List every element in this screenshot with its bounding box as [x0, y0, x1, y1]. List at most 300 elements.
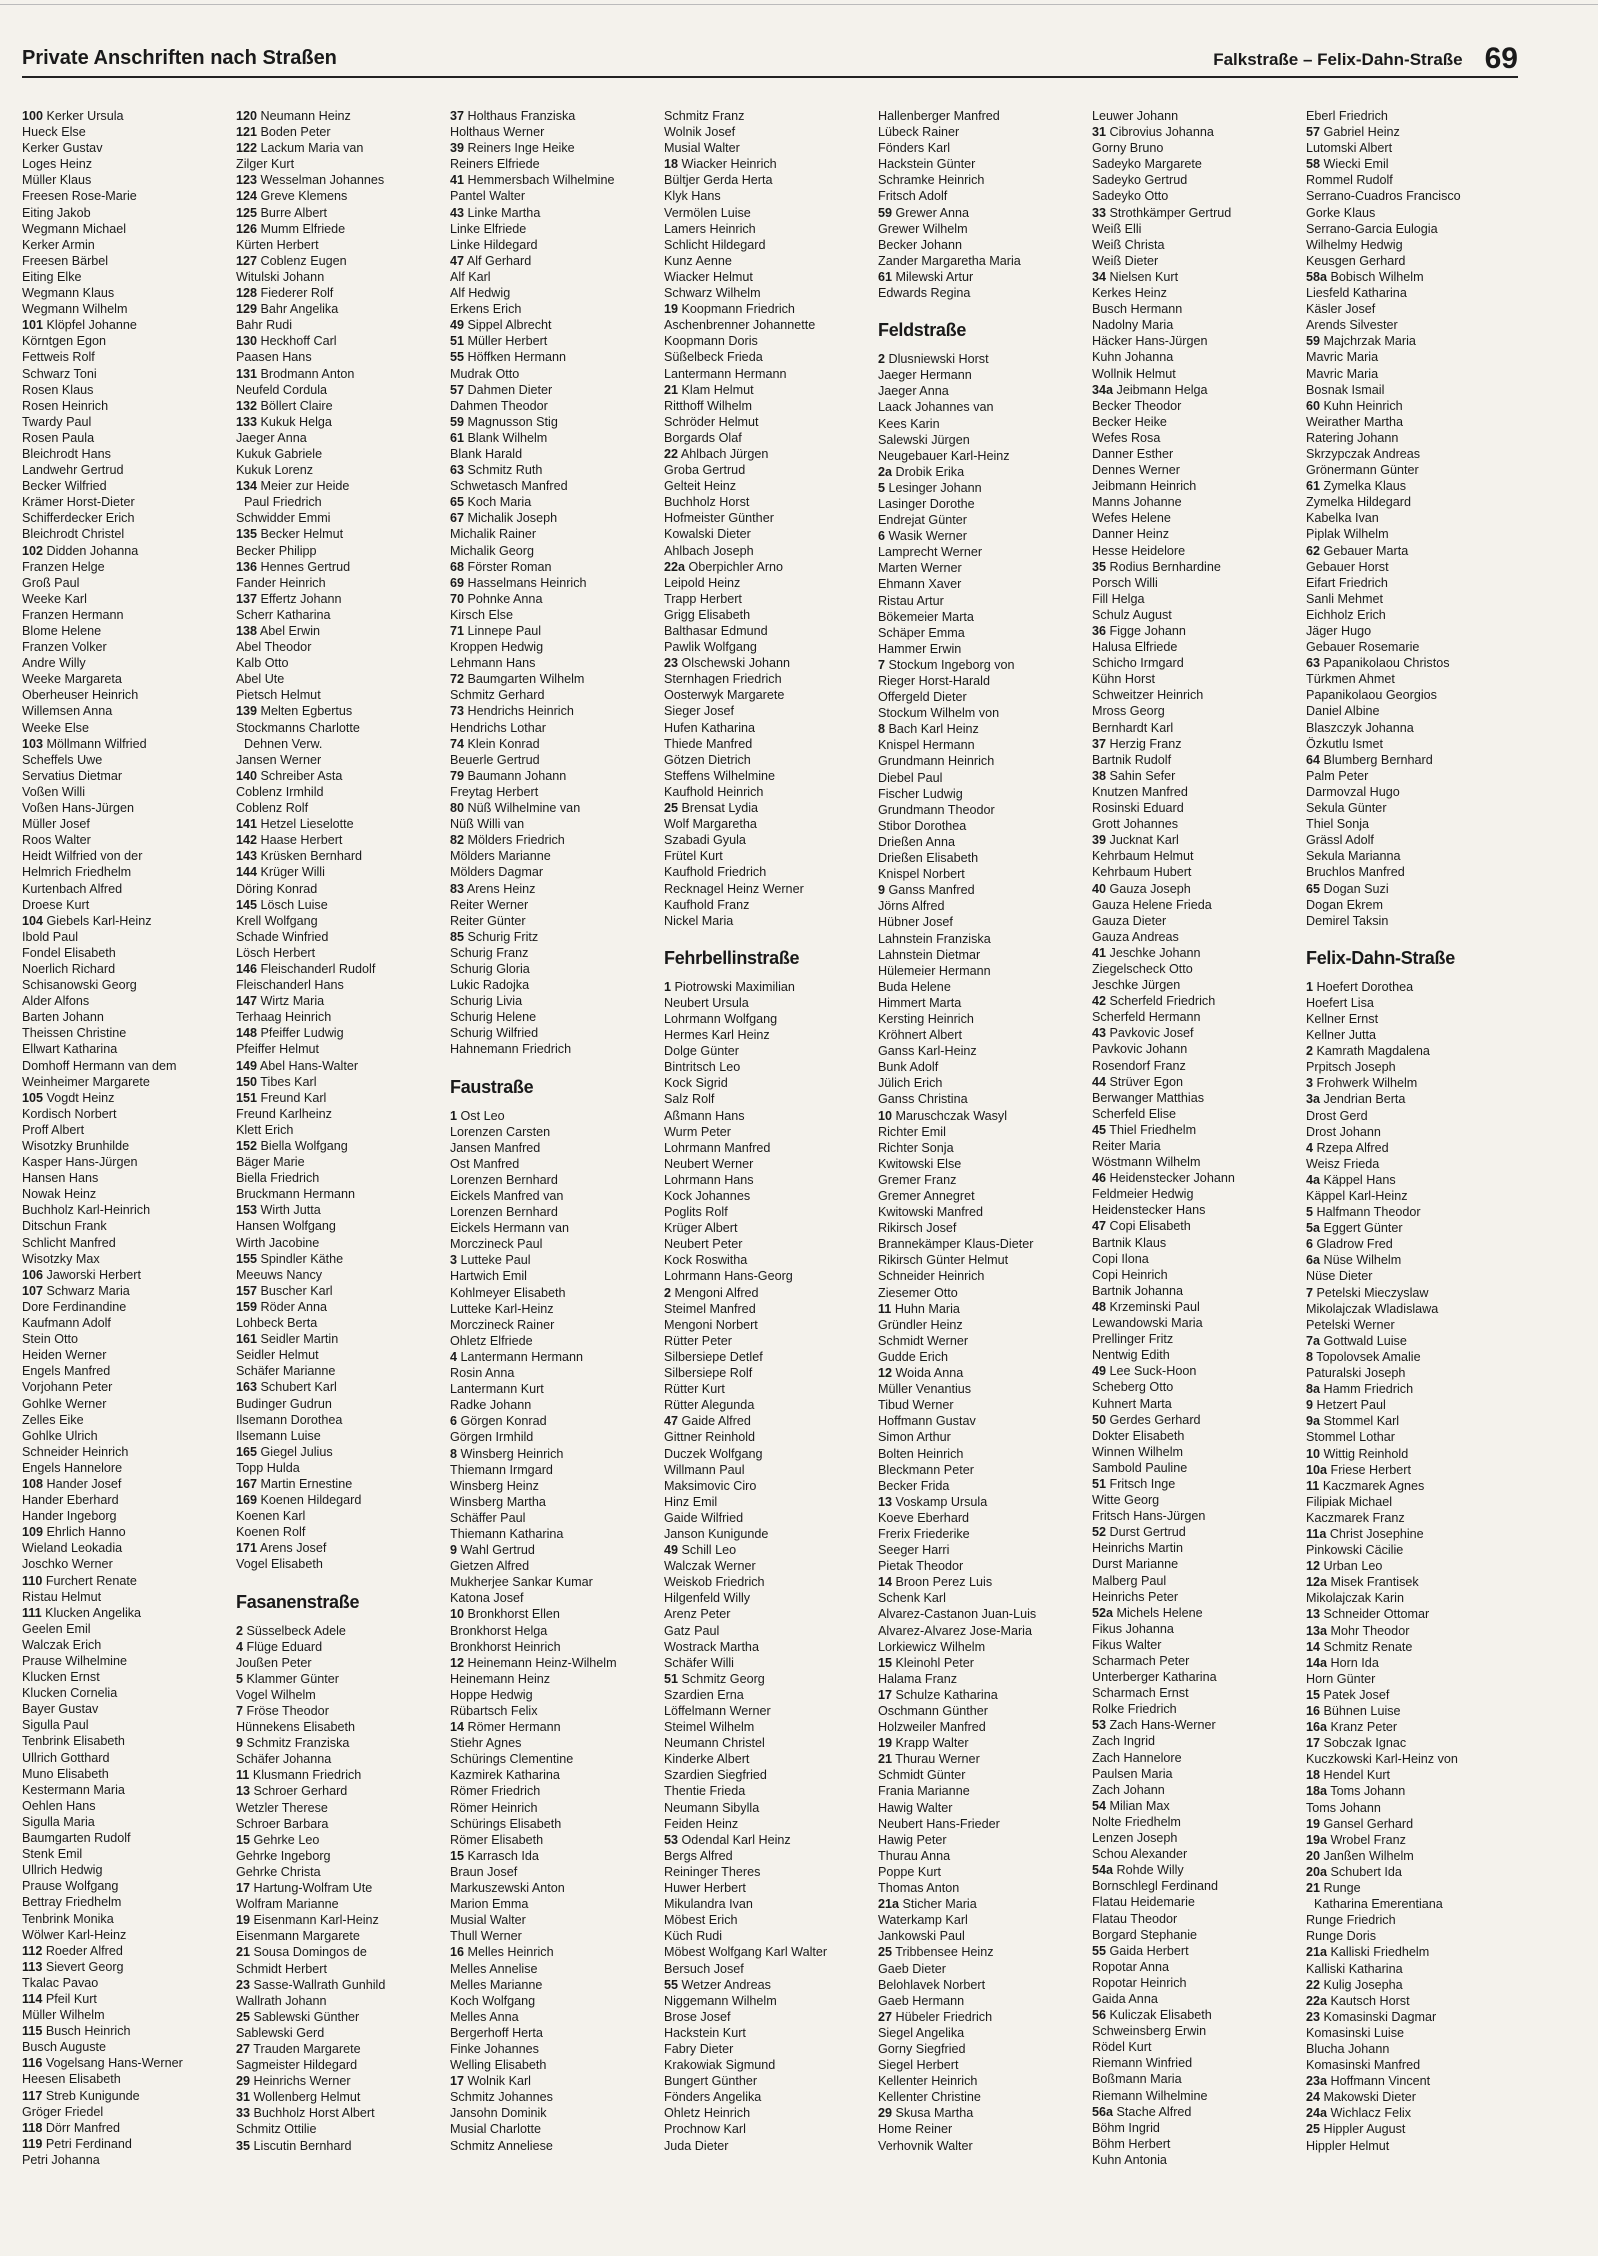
resident-name: Grässl Adolf: [1306, 833, 1374, 848]
resident-name: Franzen Hermann: [22, 607, 124, 622]
house-number: 17: [450, 2074, 465, 2089]
resident-name: Nickel Maria: [664, 913, 734, 928]
resident-name: Jeibmann Helga: [1116, 382, 1208, 397]
address-entry: [22, 1911, 234, 1927]
address-entry: [450, 752, 662, 768]
house-number: 56: [1092, 2008, 1107, 2023]
address-entry: [1092, 1444, 1304, 1460]
resident-name: Malberg Paul: [1092, 1573, 1167, 1588]
resident-name: Kerker Gustav: [22, 141, 103, 156]
address-entry: [664, 430, 876, 446]
address-entry: [1306, 108, 1518, 124]
address-entry: [1092, 1701, 1304, 1717]
resident-name: Kukuk Gabriele: [236, 446, 323, 461]
address-entry: [236, 478, 448, 494]
resident-name: Woida Anna: [895, 1366, 964, 1381]
resident-name: Kuhn Heinrich: [1323, 398, 1403, 413]
resident-name: Schäfer Marianne: [236, 1364, 336, 1379]
resident-name: Schröder Helmut: [664, 414, 759, 429]
house-number: 18: [1306, 1768, 1321, 1783]
address-entry: [22, 1653, 234, 1669]
address-entry: [236, 1540, 448, 1556]
house-number: 24a: [1306, 2106, 1328, 2121]
house-number: 112: [22, 1943, 43, 1958]
resident-name: Sousa Domingos de: [253, 1945, 367, 1960]
resident-name: Reiter Günter: [450, 913, 526, 928]
address-entry: [1306, 2009, 1518, 2025]
resident-name: Schisanowski Georg: [22, 978, 137, 993]
address-entry: [664, 205, 876, 221]
address-entry: [22, 784, 234, 800]
address-entry: [22, 1621, 234, 1637]
resident-name: Neumann Christel: [664, 1736, 765, 1751]
house-number: 10: [450, 1607, 465, 1622]
resident-name: Musial Walter: [664, 141, 740, 156]
house-number: 23: [236, 1977, 251, 1992]
resident-name: Franzen Volker: [22, 640, 107, 655]
resident-name: Mikulandra Ivan: [664, 1897, 753, 1912]
resident-name: Leuwer Johann: [1092, 109, 1179, 123]
resident-name: Krüger Willi: [260, 865, 325, 880]
address-entry: [878, 1172, 1090, 1188]
address-entry: [878, 1526, 1090, 1542]
address-entry: [22, 1363, 234, 1379]
address-entry: [664, 1365, 876, 1381]
address-entry: [1306, 1462, 1518, 1478]
address-entry: [236, 1993, 448, 2009]
resident-name: Marten Werner: [878, 561, 962, 576]
resident-name: Schenk Karl: [878, 1591, 946, 1606]
address-entry: [1092, 237, 1304, 253]
address-entry: [450, 382, 662, 398]
address-entry: [450, 1220, 662, 1236]
address-entry: [236, 2138, 448, 2154]
address-entry: [664, 543, 876, 559]
address-entry: [1092, 156, 1304, 172]
resident-name: Heinrichs Peter: [1092, 1589, 1179, 1604]
address-entry: [1306, 913, 1518, 929]
address-entry: [1092, 1621, 1304, 1637]
resident-name: Schroer Barbara: [236, 1816, 329, 1831]
resident-name: Rosinski Eduard: [1092, 801, 1184, 816]
resident-name: Freytag Herbert: [450, 784, 539, 799]
house-number: 13: [1306, 1607, 1321, 1622]
resident-name: Lorenzen Bernhard: [450, 1172, 558, 1187]
resident-name: Wirtz Maria: [260, 994, 325, 1009]
resident-name: Fondel Elisabeth: [22, 945, 116, 960]
resident-name: Wolnik Karl: [467, 2074, 531, 2089]
page-number: 69: [1484, 42, 1518, 75]
house-number: 152: [236, 1139, 258, 1153]
address-entry: [236, 526, 448, 542]
address-entry: [450, 237, 662, 253]
address-entry: [1092, 349, 1304, 365]
address-entry: [878, 1655, 1090, 1671]
address-entry: [1092, 881, 1304, 897]
resident-name: Burre Albert: [260, 205, 328, 220]
resident-name: Jäger Hugo: [1306, 624, 1372, 638]
address-entry: [878, 512, 1090, 528]
address-entry: [1306, 1478, 1518, 1494]
resident-name: Cibrovius Johanna: [1109, 125, 1214, 140]
address-entry: [664, 140, 876, 156]
resident-name: Hartwich Emil: [450, 1269, 527, 1284]
address-entry: [22, 1573, 234, 1589]
address-entry: [236, 1363, 448, 1379]
house-number: 19: [664, 302, 679, 317]
resident-name: Klett Erich: [236, 1122, 294, 1137]
address-entry: [1306, 1285, 1518, 1301]
address-entry: [450, 285, 662, 301]
house-number: 130: [236, 334, 258, 349]
resident-name: Trauden Margarete: [253, 2041, 361, 2056]
resident-name: Poglits Rolf: [664, 1205, 728, 1220]
resident-name: Milewski Artur: [895, 269, 974, 284]
address-entry: [450, 687, 662, 703]
resident-name: Lorkiewicz Wilhelm: [878, 1639, 986, 1654]
resident-name: Görgen Konrad: [460, 1414, 547, 1429]
resident-name: Coblenz Eugen: [260, 253, 347, 268]
resident-name: Witulski Johann: [236, 269, 325, 284]
address-entry: [1306, 2041, 1518, 2057]
address-entry: [22, 478, 234, 494]
address-entry: [1092, 124, 1304, 140]
resident-name: Hahnemann Friedrich: [450, 1042, 572, 1057]
address-entry: [1092, 2088, 1304, 2104]
resident-name: Budinger Gudrun: [236, 1396, 332, 1411]
address-entry: [450, 559, 662, 575]
resident-name: Bergerhoff Herta: [450, 2025, 543, 2040]
resident-name: Kalb Otto: [236, 656, 289, 671]
address-entry: [22, 1476, 234, 1492]
house-number: 54: [1092, 1798, 1107, 1813]
resident-name: Schmidt Günter: [878, 1768, 966, 1783]
address-entry: [1306, 607, 1518, 623]
address-entry: [664, 800, 876, 816]
house-number: 19: [878, 1736, 893, 1751]
resident-name: Hansen Wolfgang: [236, 1219, 336, 1234]
resident-name: Misek Frantisek: [1330, 1575, 1419, 1590]
resident-name: Blome Helene: [22, 624, 102, 638]
house-number: 34a: [1092, 382, 1114, 397]
address-entry: [236, 1848, 448, 1864]
resident-name: Hawig Walter: [878, 1800, 953, 1815]
address-entry: [878, 124, 1090, 140]
address-entry: [236, 269, 448, 285]
resident-name: Paulsen Maria: [1092, 1766, 1173, 1781]
address-entry: [22, 639, 234, 655]
address-entry: [878, 1188, 1090, 1204]
resident-name: Lamers Heinrich: [664, 221, 756, 236]
address-entry: [664, 108, 876, 124]
resident-name: Eickels Manfred van: [450, 1189, 564, 1203]
resident-name: Hünnekens Elisabeth: [236, 1720, 356, 1735]
resident-name: Schifferdecker Erich: [22, 511, 135, 526]
address-entry: [236, 1880, 448, 1896]
resident-name: Majchrzak Maria: [1323, 334, 1416, 349]
house-number: 21: [664, 382, 679, 397]
address-entry: [22, 382, 234, 398]
resident-name: Kukuk Lorenz: [236, 463, 314, 478]
address-entry: [22, 929, 234, 945]
address-entry: [450, 1397, 662, 1413]
resident-name: Nüß Wilhelmine van: [467, 801, 581, 816]
resident-name: Weisz Frieda: [1306, 1156, 1380, 1171]
resident-name: Lohrmann Wolfgang: [664, 1011, 778, 1026]
address-entry: [664, 172, 876, 188]
resident-name: Wostrack Martha: [664, 1639, 759, 1654]
address-entry: [664, 995, 876, 1011]
address-entry: [1092, 864, 1304, 880]
resident-name: Reiter Maria: [1092, 1139, 1161, 1153]
resident-name: Schneider Heinrich: [878, 1269, 985, 1284]
address-entry: [1306, 1252, 1518, 1268]
address-entry: [1092, 510, 1304, 526]
resident-name: Bleichrodt Christel: [22, 527, 125, 542]
address-entry: [1092, 1315, 1304, 1331]
address-entry: [236, 1444, 448, 1460]
address-entry: [1306, 671, 1518, 687]
address-entry: [236, 1218, 448, 1234]
resident-name: Lesinger Johann: [888, 480, 982, 495]
resident-name: Janßen Wilhelm: [1323, 1848, 1414, 1863]
address-entry: [450, 1413, 662, 1429]
address-entry: [1306, 526, 1518, 542]
resident-name: Wasik Werner: [888, 529, 967, 544]
resident-name: Jucknat Karl: [1109, 833, 1179, 848]
resident-name: Ritthoff Wilhelm: [664, 398, 752, 413]
resident-name: Süsselbeck Adele: [246, 1623, 346, 1638]
address-entry: [450, 655, 662, 671]
house-number: 111: [22, 1605, 42, 1620]
address-entry: [22, 1766, 234, 1782]
resident-name: Käppel Hans: [1323, 1172, 1396, 1187]
resident-name: Biella Friedrich: [236, 1171, 320, 1186]
resident-name: Oschmann Günther: [878, 1704, 988, 1718]
address-entry: [22, 398, 234, 414]
address-entry: [664, 253, 876, 269]
resident-name: Ziegelscheck Otto: [1092, 961, 1193, 976]
house-number: 2a: [878, 464, 893, 479]
resident-name: Reiter Werner: [450, 897, 529, 912]
address-entry: [1306, 1381, 1518, 1397]
resident-name: Römer Hermann: [467, 1720, 561, 1735]
resident-name: Rübartsch Felix: [450, 1704, 538, 1718]
house-number: 25: [1306, 2122, 1321, 2137]
address-entry: [236, 1202, 448, 1218]
resident-name: Kellner Ernst: [1306, 1011, 1379, 1026]
house-number: 68: [450, 559, 465, 574]
address-entry: [1306, 1333, 1518, 1349]
address-entry: [1092, 1202, 1304, 1218]
address-entry: [664, 1059, 876, 1075]
house-number: 7: [1306, 1285, 1314, 1300]
house-number: 18: [664, 157, 679, 172]
address-entry: [22, 1299, 234, 1315]
resident-name: Wieland Leokadia: [22, 1541, 123, 1556]
resident-name: Himmert Marta: [878, 995, 962, 1010]
resident-name: Salz Rolf: [664, 1092, 715, 1107]
resident-name: Huhn Maria: [894, 1301, 960, 1316]
address-entry: [1306, 1655, 1518, 1671]
resident-name: Winsberg Heinz: [450, 1478, 539, 1493]
resident-name: Danner Esther: [1092, 446, 1174, 461]
address-entry: [1092, 1074, 1304, 1090]
address-entry: [236, 446, 448, 462]
address-entry: [878, 1140, 1090, 1156]
resident-name: Lamprecht Werner: [878, 545, 983, 560]
house-number: 33: [236, 2106, 251, 2121]
resident-name: Bahr Angelika: [260, 302, 339, 317]
resident-name: Wölwer Karl-Heinz: [22, 1927, 127, 1942]
address-entry: [1092, 1573, 1304, 1589]
resident-name: Rütter Peter: [664, 1333, 732, 1348]
resident-name: Morczineck Rainer: [450, 1317, 555, 1332]
address-entry: [664, 1590, 876, 1606]
resident-name: Hendrichs Heinrich: [467, 704, 574, 719]
address-entry: [878, 979, 1090, 995]
resident-name: Melten Egbertus: [260, 704, 353, 719]
resident-name: Bleckmann Peter: [878, 1462, 974, 1477]
resident-name: Kerker Armin: [22, 237, 95, 252]
address-entry: [664, 1188, 876, 1204]
resident-name: Sahin Sefer: [1109, 768, 1176, 783]
resident-name: Kohlmeyer Elisabeth: [450, 1285, 566, 1300]
address-entry: [664, 1735, 876, 1751]
resident-name: Gohlke Ulrich: [22, 1428, 98, 1443]
address-entry: [878, 269, 1090, 285]
address-entry: [878, 221, 1090, 237]
address-entry: [22, 1669, 234, 1685]
address-entry: [22, 1637, 234, 1653]
address-entry: [450, 1574, 662, 1590]
resident-name: Wolnik Josef: [664, 125, 736, 140]
address-entry: [664, 1719, 876, 1735]
resident-name: Wallrath Johann: [236, 1993, 327, 2008]
resident-name: Piplak Wilhelm: [1306, 527, 1389, 542]
resident-name: Schulze Katharina: [895, 1687, 998, 1702]
address-entry: [236, 237, 448, 253]
address-entry: [22, 414, 234, 430]
address-entry: [1092, 1556, 1304, 1572]
resident-name: Scheberg Otto: [1092, 1380, 1174, 1395]
address-entry: [1306, 172, 1518, 188]
address-entry: [664, 1413, 876, 1429]
resident-name: Dolge Günter: [664, 1044, 739, 1059]
resident-name: Jendrian Berta: [1323, 1092, 1406, 1107]
address-entry: [878, 1059, 1090, 1075]
resident-name: Müller Josef: [22, 817, 90, 832]
address-entry: [22, 591, 234, 607]
address-entry: [22, 1991, 234, 2007]
address-entry: [1306, 1027, 1518, 1043]
address-entry: [878, 2041, 1090, 2057]
address-entry: [878, 1236, 1090, 1252]
house-number: 125: [236, 205, 258, 220]
address-entry: [22, 124, 234, 140]
house-number: 37: [450, 109, 465, 123]
address-entry: [1306, 1542, 1518, 1558]
address-entry: [664, 655, 876, 671]
address-entry: [878, 416, 1090, 432]
address-entry: [1306, 414, 1518, 430]
house-number: 72: [450, 672, 465, 687]
resident-name: Dahmen Dieter: [467, 382, 553, 397]
house-number: 142: [236, 833, 258, 848]
resident-name: Endrejat Günter: [878, 513, 967, 528]
address-entry: [878, 689, 1090, 705]
address-entry: [22, 559, 234, 575]
resident-name: Kerker Ursula: [46, 109, 124, 123]
address-entry: [22, 800, 234, 816]
address-entry: [236, 1074, 448, 1090]
address-entry: [236, 1412, 448, 1428]
resident-name: Jansen Manfred: [450, 1140, 541, 1155]
resident-name: Runge Doris: [1306, 1929, 1376, 1944]
page-title: Private Anschriften nach Straßen: [22, 47, 337, 69]
address-entry: [1092, 526, 1304, 542]
resident-name: Bahr Rudi: [236, 318, 293, 333]
resident-name: Kühn Horst: [1092, 672, 1155, 687]
address-entry: [22, 655, 234, 671]
house-number: 9: [236, 1736, 244, 1751]
resident-name: Alder Alfons: [22, 994, 90, 1009]
address-entry: [450, 188, 662, 204]
resident-name: Schreiber Asta: [260, 768, 343, 783]
address-entry: [1092, 478, 1304, 494]
resident-name: Krakowiak Sigmund: [664, 2058, 776, 2073]
resident-name: Gaida Anna: [1092, 1991, 1158, 2006]
address-entry: [1092, 993, 1304, 1009]
address-entry: [1092, 1428, 1304, 1444]
resident-name: Schill Leo: [681, 1543, 737, 1558]
resident-name: Thurau Anna: [878, 1848, 951, 1863]
house-number: 6: [1306, 1237, 1314, 1252]
address-entry: [450, 543, 662, 559]
resident-name: Gorke Klaus: [1306, 205, 1376, 220]
resident-name: Lantermann Kurt: [450, 1382, 544, 1397]
resident-name: Kalliski Friedhelm: [1330, 1945, 1430, 1960]
house-number: 3: [450, 1253, 458, 1268]
address-entry: [1092, 929, 1304, 945]
address-entry: [1092, 1058, 1304, 1074]
house-number: 49: [1092, 1364, 1107, 1379]
address-entry: [878, 1027, 1090, 1043]
address-entry: [22, 285, 234, 301]
address-entry: [1092, 285, 1304, 301]
resident-name: Wiacker Heinrich: [681, 157, 777, 172]
resident-name: Scherr Katharina: [236, 607, 331, 622]
resident-name: Halfmann Theodor: [1316, 1205, 1421, 1220]
resident-name: Bronkhorst Helga: [450, 1623, 548, 1638]
address-entry: [878, 1816, 1090, 1832]
resident-name: Scherfeld Elise: [1092, 1106, 1176, 1121]
address-entry: [236, 623, 448, 639]
address-entry: [878, 2057, 1090, 2073]
address-entry: [236, 1396, 448, 1412]
address-entry: [664, 221, 876, 237]
address-entry: [664, 1301, 876, 1317]
resident-name: Erkens Erich: [450, 302, 522, 317]
address-entry: [22, 1347, 234, 1363]
address-entry: [664, 881, 876, 897]
address-entry: [878, 1108, 1090, 1124]
address-entry: [1306, 1494, 1518, 1510]
address-entry: [878, 673, 1090, 689]
house-number: 109: [22, 1525, 44, 1540]
resident-name: Jeibmann Heinrich: [1092, 479, 1197, 494]
house-number: 8: [878, 722, 886, 737]
